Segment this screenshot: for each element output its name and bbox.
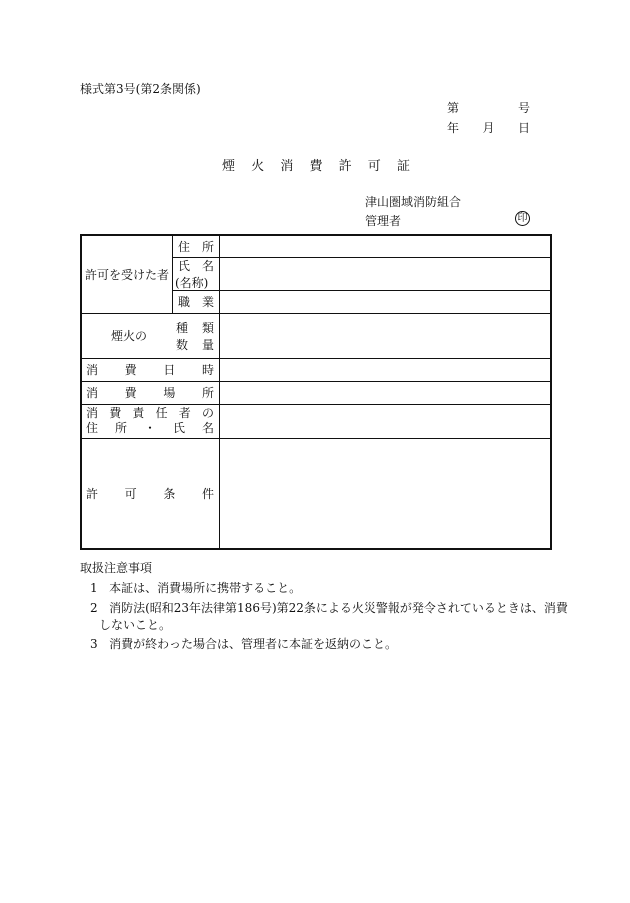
page-title: 煙 火 消 費 許 可 証 (222, 159, 410, 174)
note-2: 2 消防法(昭和23年法律第186号)第22条による火災警報が発令されているときは、消費 (90, 601, 568, 615)
place-label: 消 費 場 所 (86, 386, 214, 400)
conditions-label: 許 可 条 件 (86, 486, 214, 501)
note-3: 3 消費が終わった場合は、管理者に本証を返納のこと。 (90, 637, 397, 651)
fireworks-label: 煙 火 の (110, 329, 148, 343)
day-label: 日 (517, 121, 530, 135)
address-label: 住 所 (178, 240, 214, 254)
note-2-continued: しないこと。 (99, 618, 172, 632)
issue-date (447, 119, 530, 136)
responsible-label: 消 費 責 任 者 の 住 所 ・ 氏 名 (86, 406, 214, 435)
kind-quantity-label: 種 類 数 量 (176, 320, 214, 352)
issuer-role: 管理者 (365, 214, 402, 228)
note-1: 1 本証は、消費場所に携帯すること。 (90, 581, 302, 595)
name-label: 氏 名 (名称) (175, 258, 214, 290)
seal-mark: 印 (515, 211, 530, 226)
occupation-label: 職 業 (178, 295, 214, 309)
permit-table (80, 234, 552, 550)
number-suffix: 号 (518, 101, 531, 115)
issuer-org: 津山圏域消防組合 (365, 195, 462, 209)
datetime-label: 消 費 日 時 (86, 363, 214, 377)
permittee-label: 許 可 を 受 け た 者 (84, 268, 170, 282)
notes-heading: 取扱注意事項 (80, 561, 153, 575)
number-prefix: 第 (447, 101, 460, 115)
form-number: 様式第3号(第2条関係) (80, 82, 201, 96)
month-label: 月 (482, 121, 495, 135)
year-label: 年 (447, 121, 460, 135)
